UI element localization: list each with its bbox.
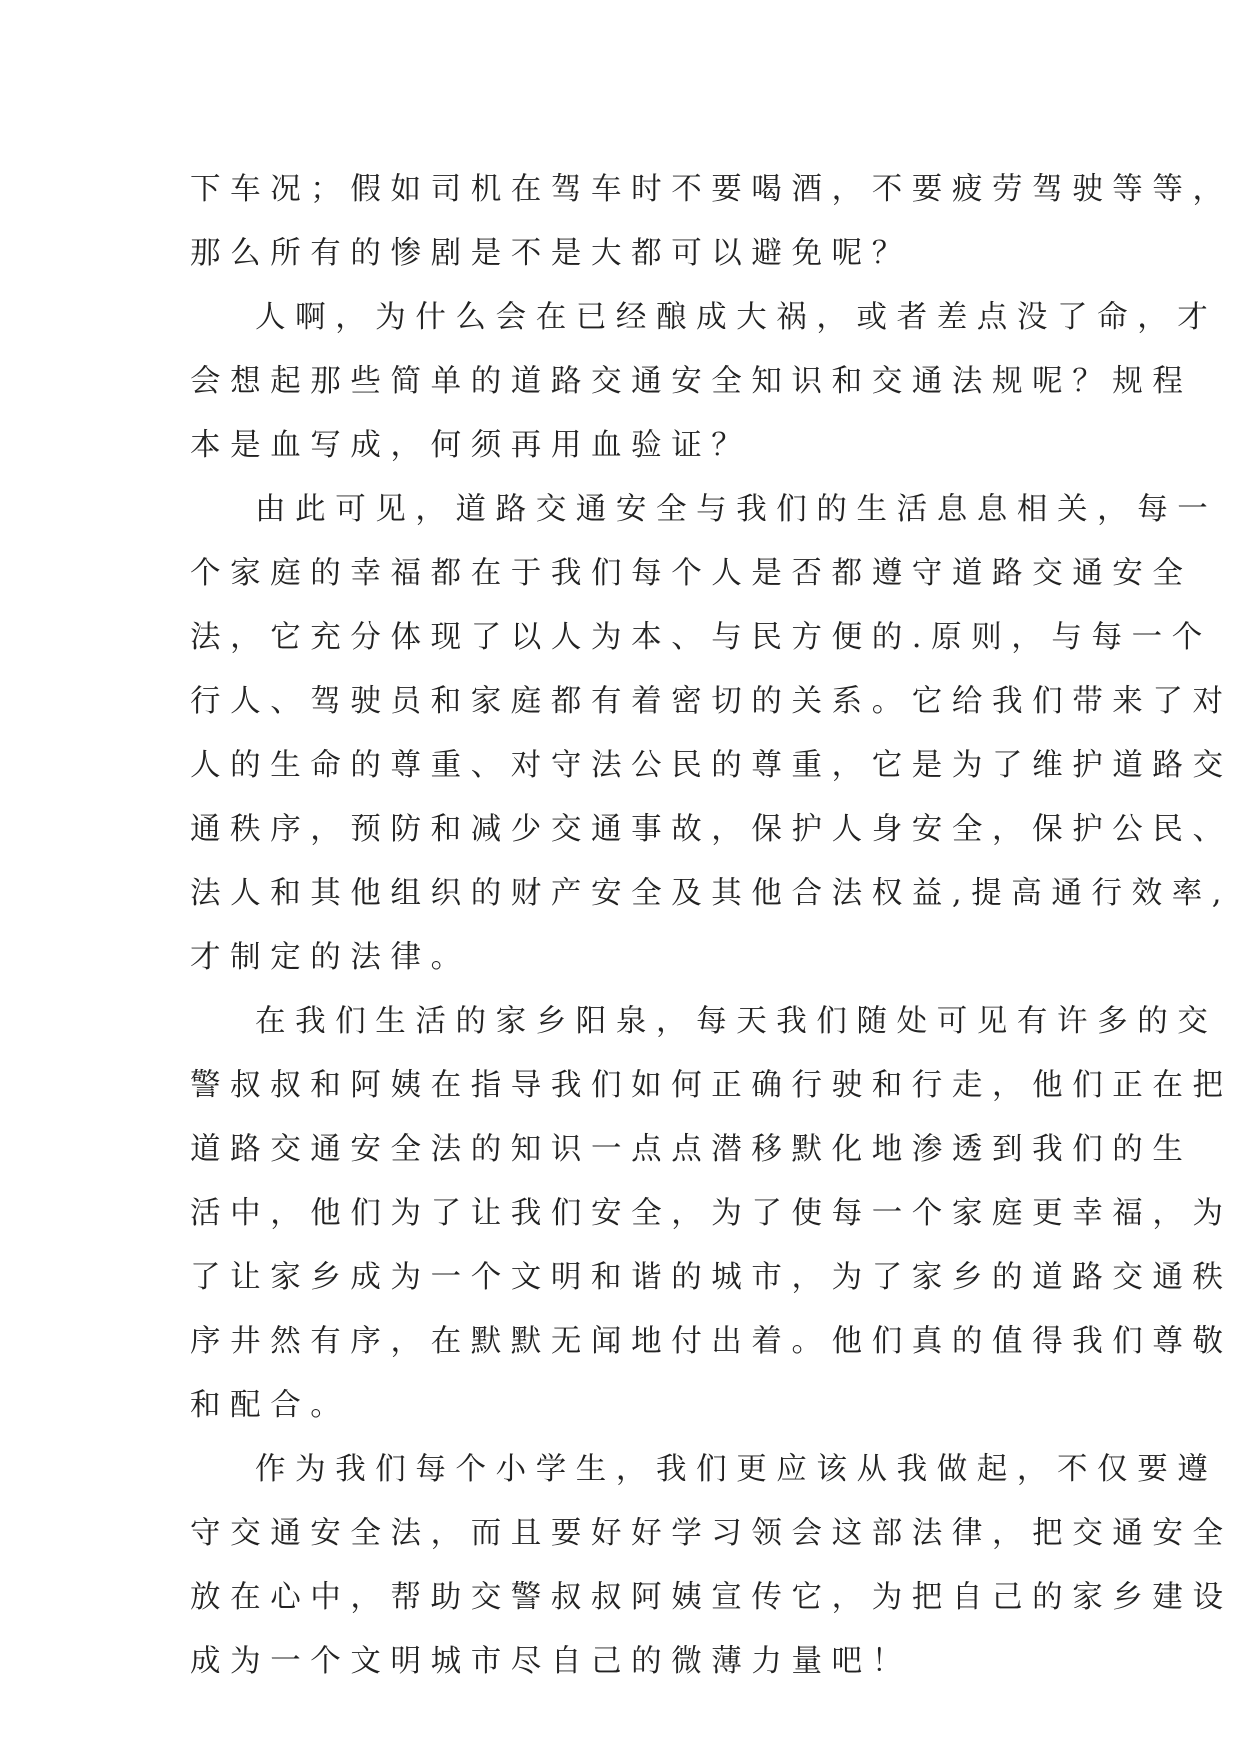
paragraph [190, 990, 1233, 1438]
text-line: 和配合。 [190, 1388, 351, 1423]
text-line: 人啊，为什么会在已经酿成大祸，或者差点没了命，才 [255, 300, 1218, 335]
text-line: 个家庭的幸福都在于我们每个人是否都遵守道路交通安全 [190, 556, 1193, 591]
paragraph [190, 158, 1233, 286]
paragraph [190, 1438, 1233, 1694]
text-line: 了让家乡成为一个文明和谐的城市，为了家乡的道路交通秩 [190, 1260, 1233, 1295]
text-line: 才制定的法律。 [190, 940, 471, 975]
text-line: 本是血写成，何须再用血验证？ [190, 428, 752, 463]
text-line: 序井然有序，在默默无闻地付出着。他们真的值得我们尊敬 [190, 1324, 1233, 1359]
text-line: 法，它充分体现了以人为本、与民方便的.原则，与每一个 [190, 620, 1212, 655]
document-body [190, 158, 1233, 1694]
paragraph [190, 478, 1233, 990]
text-line: 作为我们每个小学生，我们更应该从我做起，不仅要遵 [255, 1452, 1218, 1487]
text-line: 活中，他们为了让我们安全，为了使每一个家庭更幸福，为 [190, 1196, 1233, 1231]
text-line: 行人、驾驶员和家庭都有着密切的关系。它给我们带来了对 [190, 684, 1233, 719]
text-line: 警叔叔和阿姨在指导我们如何正确行驶和行走，他们正在把 [190, 1068, 1233, 1103]
text-line: 会想起那些简单的道路交通安全知识和交通法规呢？规程 [190, 364, 1193, 399]
text-line: 放在心中，帮助交警叔叔阿姨宣传它，为把自己的家乡建设 [190, 1580, 1233, 1615]
text-line: 下车况；假如司机在驾车时不要喝酒，不要疲劳驾驶等等， [190, 172, 1233, 207]
text-line: 那么所有的惨剧是不是大都可以避免呢？ [190, 236, 912, 271]
text-line: 由此可见，道路交通安全与我们的生活息息相关，每一 [255, 492, 1218, 527]
text-line: 法人和其他组织的财产安全及其他合法权益,提高通行效率, [190, 876, 1232, 911]
text-line: 人的生命的尊重、对守法公民的尊重，它是为了维护道路交 [190, 748, 1233, 783]
text-line: 通秩序，预防和减少交通事故，保护人身安全，保护公民、 [190, 812, 1233, 847]
text-line: 守交通安全法，而且要好好学习领会这部法律，把交通安全 [190, 1516, 1233, 1551]
text-line: 在我们生活的家乡阳泉，每天我们随处可见有许多的交 [255, 1004, 1218, 1039]
text-line: 成为一个文明城市尽自己的微薄力量吧！ [190, 1644, 912, 1679]
text-line: 道路交通安全法的知识一点点潜移默化地渗透到我们的生 [190, 1132, 1193, 1167]
paragraph [190, 286, 1218, 478]
